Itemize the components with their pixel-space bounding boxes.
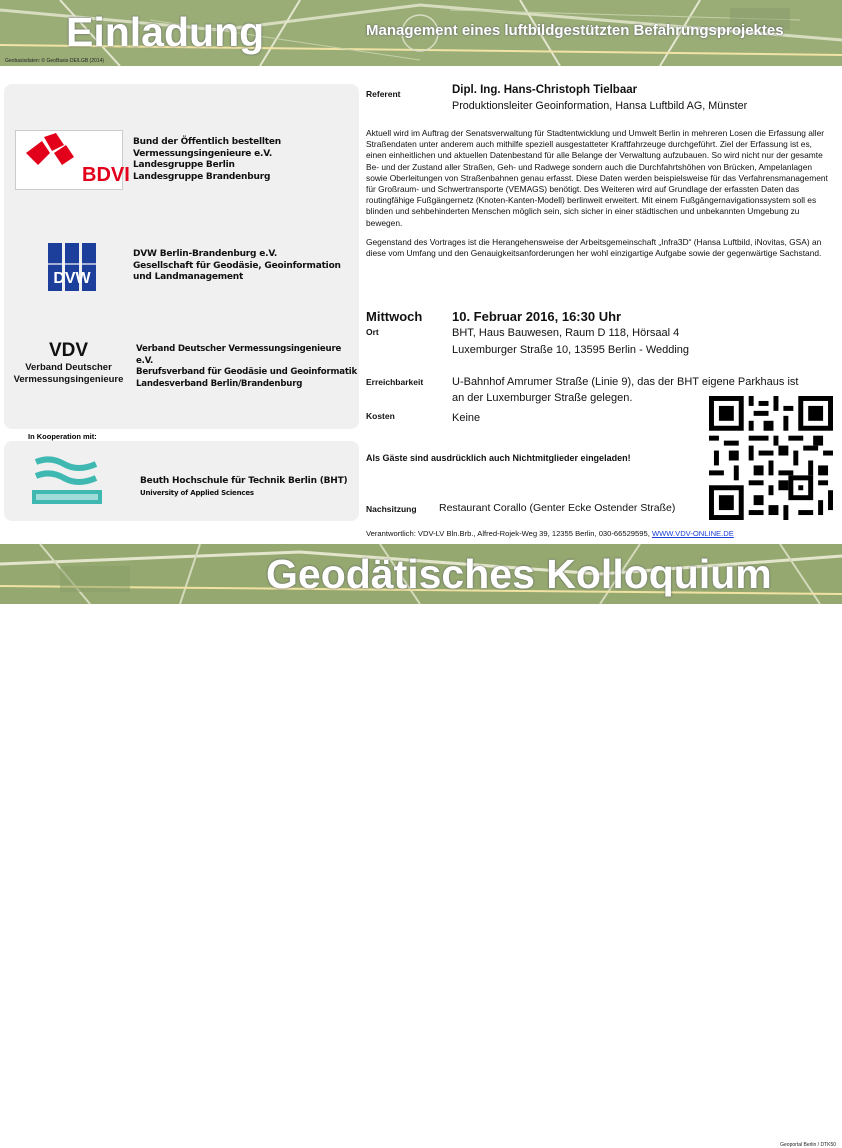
responsible-line — [366, 529, 734, 538]
location-line2: Luxemburger Straße 10, 13595 Berlin - Wedding — [452, 344, 690, 356]
vdv-description — [136, 344, 360, 390]
event-datetime: 10. Februar 2016, 16:30 Uhr — [452, 309, 622, 324]
vdv-website-link[interactable]: WWW.VDV-ONLINE.DE — [651, 529, 734, 538]
bdvi-logo-text: BDVI — [82, 164, 130, 186]
dvw-logo — [48, 243, 96, 291]
header-map-band — [0, 0, 842, 66]
vdv-line: Verband Deutscher Vermessungsingenieure e.V. — [136, 344, 342, 366]
location-line1: BHT, Haus Bauwesen, Raum D 118, Hörsaal 4 — [452, 327, 680, 339]
description-paragraph: Aktuell wird im Auftrag der Senatsverwaltung für Stadtentwicklung und Umwelt Berlin in mehreren Losen die Erfassung aller Straßendaten unter anderem auch mithilfe speziell ausgestatteter Kraftfahrzeuge durchgeführt. Ziel der Erfassung ist es, einen einheitlichen und aktuellen Datenbestand für alle Belange der Verwaltung aufzubauen. So wird nicht nur der gesamte Be- und der Zustand aller Straßen, Geh- und Radwege sondern auch die Durchfahrtshöhen von Brücken, Ampelanlagen sowie Oberleitungen von Straßenbahnen genau erfasst. Diese Daten werden beispielsweise für das Verfahrensmanagement für Großraum- und Schwertransporte (VEMAGS) benötigt. Des Weiteren wird auf Grundlage der erfassten Daten das routingfähige Fußgängernetz (Knoten-Kanten-Modell) berlinweit erweitert. Mit einem Fußgängernavigationssystem soll es blinden und sehbehinderten Menschen möglich sein, sich sicher in einer städtischen und unbekannten Umgebung zu bewegen. — [366, 128, 828, 228]
after-meeting-value: Restaurant Corallo (Genter Ecke Ostender Straße) — [439, 502, 676, 514]
description-paragraph: Gegenstand des Vortrages ist die Herangehensweise der Arbeitsgemeinschaft „Infra3D“ (Hansa Luftbild, iNovitas, GSA) an diese vom Umfang und den Genauigkeitsanforderungen her wohl einzigartige Aufgabe sowie der gegenwärtige Sachstand. — [366, 236, 822, 259]
bdvi-line: Landesgruppe Berlin — [133, 160, 235, 170]
dvw-line: Gesellschaft für Geodäsie, Geoinformation — [133, 260, 341, 271]
dvw-logo-text: DVW — [53, 270, 91, 287]
location-label: Ort — [366, 327, 379, 337]
event-date — [366, 309, 622, 324]
dvw-description — [133, 249, 341, 284]
bdvi-logo — [15, 130, 130, 190]
map-credit-top: Geobasisdaten: © GeoBasis-DE/LGB (2014) — [5, 58, 105, 64]
cost-value: Keine — [452, 412, 481, 424]
guests-note: Als Gäste sind ausdrücklich auch Nichtmitglieder eingeladen! — [366, 453, 631, 463]
access-line2: an der Luxemburger Straße gelegen. — [452, 392, 633, 404]
access-label: Erreichbarkeit — [366, 377, 424, 387]
dvw-line: und Landmanagement — [133, 272, 244, 282]
vdv-logo-subline: Verband Deutscher — [25, 362, 112, 373]
event-weekday: Mittwoch — [366, 309, 423, 324]
lecture-description — [366, 128, 828, 267]
lecture-topic: Management eines luftbildgestützten Befahrungsprojektes — [366, 22, 784, 39]
referent-name: Dipl. Ing. Hans-Christoph Tielbaar — [452, 84, 638, 96]
bht-subtitle: University of Applied Sciences — [140, 488, 254, 497]
invitation-title: Einladung — [66, 9, 265, 55]
bdvi-description — [133, 137, 281, 183]
vdv-line: Landesverband Berlin/Brandenburg — [136, 378, 303, 389]
vdv-logo — [6, 340, 131, 386]
colloquium-title: Geodätisches Kolloquium — [266, 551, 772, 597]
referent-role: Produktionsleiter Geoinformation, Hansa Luftbild AG, Münster — [452, 100, 748, 112]
bdvi-line: Landesgruppe Brandenburg — [133, 171, 271, 182]
bdvi-line: Bund der Öffentlich bestellten — [133, 137, 282, 147]
cooperation-label: In Kooperation mit: — [28, 432, 97, 441]
bht-logo — [30, 456, 104, 512]
cost-label: Kosten — [366, 411, 395, 421]
bht-name: Beuth Hochschule für Technik Berlin (BHT) — [140, 476, 348, 486]
bht-description — [140, 476, 347, 499]
qr-code[interactable] — [709, 396, 833, 520]
access-line1: U-Bahnhof Amrumer Straße (Linie 9), das der BHT eigene Parkhaus ist — [452, 376, 799, 388]
responsible-text: Verantwortlich: VDV-LV Bln.Brb., Alfred-Rojek-Weg 39, 12355 Berlin, 030-66529595, — [366, 529, 650, 538]
organizers-panel — [0, 78, 360, 530]
vdv-logo-text: VDV — [48, 340, 89, 361]
vdv-line: Berufsverband für Geodäsie und Geoinformatik — [136, 367, 358, 377]
dvw-line: DVW Berlin-Brandenburg e.V. — [133, 249, 278, 259]
map-credit-bottom: Geoportal Berlin / DTK50 — [780, 1142, 836, 1148]
bdvi-line: Vermessungsingenieure e.V. — [133, 148, 273, 159]
vdv-logo-subline: Vermessungsingenieure — [13, 374, 124, 385]
referent-label: Referent — [366, 89, 401, 99]
after-meeting-label: Nachsitzung — [366, 504, 417, 514]
